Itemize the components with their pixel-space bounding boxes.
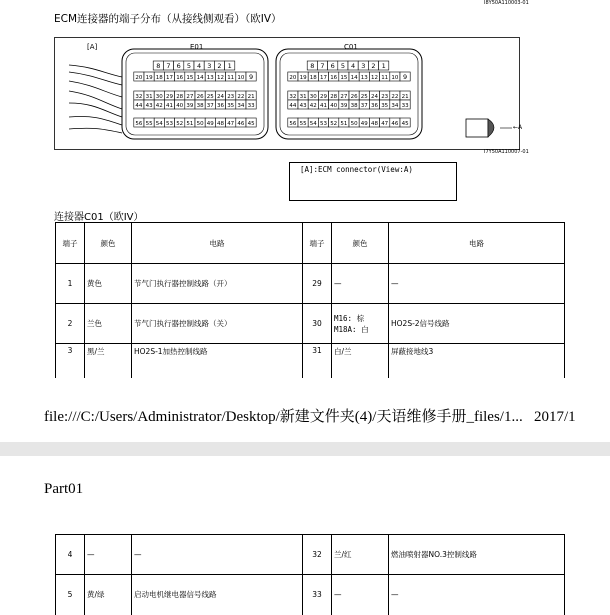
cell-color: 兰色: [85, 304, 132, 344]
header-pin: 端子: [303, 223, 332, 264]
connector-pin-number: 15: [186, 75, 194, 81]
connector-pin-number: 16: [176, 75, 184, 81]
connector-pin-number: 21: [401, 94, 409, 100]
header-color: 颜色: [85, 223, 132, 264]
cell-circuit: HO2S-2信号线路: [389, 304, 565, 344]
connector-pin-number: 4: [197, 62, 202, 70]
connector-pin-number: 26: [196, 94, 204, 100]
cell-circuit: —: [389, 264, 565, 304]
connector-pin-number: 31: [145, 94, 153, 100]
connector-pin-number: 49: [360, 121, 368, 127]
connector-pin-number: 23: [227, 94, 235, 100]
cell-color-line: M16: 棕: [334, 313, 365, 323]
connector-pin-number: 18: [309, 75, 317, 81]
connector-pin-number: 32: [289, 94, 297, 100]
page-heading: ECM连接器的端子分布（从接线侧观看）（欧IV）: [54, 13, 282, 25]
header-color: 颜色: [332, 223, 389, 264]
connector-pin-number: 3: [207, 62, 212, 70]
connector-pin-number: 9: [403, 73, 408, 81]
cell-pin: 29: [303, 264, 332, 304]
cell-circuit: 节气门执行器控制线路（关）: [132, 304, 303, 344]
connector-pin-number: 35: [227, 103, 235, 109]
connector-e01-label: E01: [190, 43, 204, 51]
connector-pin-number: 19: [145, 75, 153, 81]
connector-pin-number: 30: [155, 94, 163, 100]
cell-pin: 2: [56, 304, 85, 344]
cell-pin: 32: [303, 535, 332, 575]
connector-pin-number: 24: [217, 94, 224, 100]
connector-pin-number: 48: [371, 121, 378, 127]
connector-pin-number: 56: [135, 121, 143, 127]
cell-circuit: 节气门执行器控制线路（开）: [132, 264, 303, 304]
cell-color: —: [85, 535, 132, 575]
connector-pin-number: 25: [206, 94, 214, 100]
header-circuit: 电路: [389, 223, 565, 264]
connector-pin-number: 45: [401, 121, 409, 127]
cell-color: 兰/红: [332, 535, 389, 575]
document-id: I8Y50A110003-01: [484, 0, 529, 6]
connector-pin-number: 36: [371, 103, 378, 109]
cell-circuit: 燃油喷射器NO.3控制线路: [389, 535, 565, 575]
connector-pin-number: 25: [360, 94, 368, 100]
connector-pin-number: 43: [145, 103, 153, 109]
connector-pin-number: 52: [176, 121, 184, 127]
connector-pin-number: 37: [360, 103, 368, 109]
print-footer: [44, 405, 576, 426]
ecm-connector-diagram: [54, 37, 523, 150]
figure-caption: [A]:ECM connector(View:A): [300, 165, 413, 174]
connector-pin-number: 50: [350, 121, 358, 127]
pin-table: [55, 222, 565, 378]
connector-pin-number: 52: [330, 121, 338, 127]
connector-pin-number: 44: [289, 103, 297, 109]
cell-color: [332, 304, 389, 344]
connector-pin-number: 46: [237, 121, 245, 127]
print-date: 2017/1: [533, 409, 576, 425]
figure-label-a: [A]: [87, 43, 98, 51]
figure-id: I7Y50A110007-01: [484, 149, 529, 155]
connector-pin-number: 47: [227, 121, 235, 127]
connector-pin-number: 56: [289, 121, 297, 127]
connector-pin-number: 4: [351, 62, 356, 70]
connector-pin-number: 53: [166, 121, 173, 127]
page-separator: [0, 442, 610, 456]
connector-pin-number: 15: [340, 75, 348, 81]
pin-table-continued: [55, 534, 565, 615]
connector-pin-number: 38: [350, 103, 358, 109]
connector-pin-number: 19: [299, 75, 307, 81]
connector-pin-number: 45: [247, 121, 255, 127]
connector-pin-number: 41: [166, 103, 173, 109]
table-row: [56, 535, 565, 575]
connector-pin-number: 33: [247, 103, 255, 109]
connector-pin-number: 42: [309, 103, 317, 109]
connector-pin-number: 40: [176, 103, 184, 109]
connector-pin-number: 13: [206, 75, 214, 81]
cell-circuit: 屏蔽接地线3: [389, 344, 565, 378]
table-row: [56, 575, 565, 615]
connector-pin-number: 54: [155, 121, 163, 127]
connector-pin-number: 2: [217, 62, 222, 70]
cell-color: 黄色: [85, 264, 132, 304]
connector-pin-number: 50: [196, 121, 204, 127]
cell-color: 黄/绿: [85, 575, 132, 615]
connector-pin-number: 13: [360, 75, 368, 81]
connector-pin-number: 51: [340, 121, 348, 127]
connector-pin-number: 46: [391, 121, 399, 127]
connector-pin-number: 21: [247, 94, 255, 100]
connector-pin-number: 31: [299, 94, 307, 100]
header-pin: 端子: [56, 223, 85, 264]
connector-pin-number: 40: [330, 103, 338, 109]
connector-c01-label: C01: [344, 43, 358, 51]
connector-pin-number: 55: [299, 121, 307, 127]
part-label: Part01: [44, 481, 84, 497]
connector-pin-number: 2: [371, 62, 376, 70]
connector-pin-number: 34: [391, 103, 399, 109]
connector-pin-number: 28: [176, 94, 184, 100]
connector-pin-number: 36: [217, 103, 224, 109]
connector-pin-number: 24: [371, 94, 378, 100]
connector-pin-number: 23: [381, 94, 389, 100]
connector-pin-number: 37: [206, 103, 214, 109]
connector-pin-number: 27: [340, 94, 348, 100]
cell-color: —: [332, 264, 389, 304]
cell-color-line: M18A: 白: [334, 324, 369, 334]
cell-pin: 3: [56, 344, 85, 378]
cell-color: 白/兰: [332, 344, 389, 378]
connector-pin-number: 11: [227, 75, 235, 81]
connector-pin-number: 29: [320, 94, 327, 100]
table-row: [56, 344, 565, 378]
connector-pin-number: 44: [135, 103, 143, 109]
cell-circuit: —: [389, 575, 565, 615]
cell-pin: 4: [56, 535, 85, 575]
file-path: file:///C:/Users/Administrator/Desktop/新建文件夹(4)/天语维修手册_files/1...: [44, 409, 523, 425]
connector-pin-number: 7: [320, 62, 325, 70]
connector-pin-number: 10: [391, 75, 399, 81]
cell-circuit: HO2S-1加热控制线路: [132, 344, 303, 378]
connector-pin-number: 53: [320, 121, 327, 127]
connector-pin-number: 14: [196, 75, 204, 81]
cell-circuit: —: [132, 535, 303, 575]
connector-pin-number: 6: [330, 62, 335, 70]
connector-pin-number: 28: [330, 94, 338, 100]
connector-pin-number: 35: [381, 103, 389, 109]
connector-pin-number: 8: [156, 62, 161, 70]
connector-pin-number: 32: [135, 94, 143, 100]
connector-pin-number: 12: [217, 75, 224, 81]
connector-pin-number: 18: [155, 75, 163, 81]
connector-pin-number: 1: [381, 62, 386, 70]
connector-pin-number: 39: [186, 103, 194, 109]
cell-pin: 30: [303, 304, 332, 344]
connector-pin-number: 48: [217, 121, 224, 127]
connector-pin-number: 3: [361, 62, 366, 70]
connector-pin-number: 34: [237, 103, 245, 109]
header-circuit: 电路: [132, 223, 303, 264]
connector-pin-number: 47: [381, 121, 389, 127]
table-row: [56, 304, 565, 344]
connector-pin-number: 6: [176, 62, 181, 70]
connector-pin-number: 11: [381, 75, 389, 81]
table-header-row: [56, 223, 565, 264]
cell-pin: 31: [303, 344, 332, 378]
connector-pin-number: 9: [249, 73, 254, 81]
table-row: [56, 264, 565, 304]
connector-pin-number: 1: [227, 62, 232, 70]
connector-pin-number: 7: [166, 62, 171, 70]
connector-pin-number: 5: [340, 62, 345, 70]
connector-pin-number: 54: [309, 121, 317, 127]
connector-pin-number: 51: [186, 121, 194, 127]
connector-pin-number: 20: [289, 75, 297, 81]
connector-pin-number: 16: [330, 75, 338, 81]
cell-pin: 1: [56, 264, 85, 304]
connector-pin-number: 29: [166, 94, 173, 100]
cell-pin: 5: [56, 575, 85, 615]
connector-pin-number: 5: [186, 62, 191, 70]
connector-pin-number: 33: [401, 103, 409, 109]
connector-pin-number: 17: [166, 75, 173, 81]
connector-pin-number: 41: [320, 103, 327, 109]
connector-pin-number: 12: [371, 75, 378, 81]
connector-pin-number: 42: [155, 103, 163, 109]
connector-pin-number: 17: [320, 75, 327, 81]
connector-pin-number: 22: [391, 94, 399, 100]
connector-pin-number: 26: [350, 94, 358, 100]
view-arrow-label: ←A: [513, 124, 523, 131]
connector-pin-number: 27: [186, 94, 194, 100]
connector-pin-number: 38: [196, 103, 204, 109]
cell-pin: 33: [303, 575, 332, 615]
connector-pin-number: 55: [145, 121, 153, 127]
connector-pin-number: 30: [309, 94, 317, 100]
connector-pin-number: 8: [310, 62, 315, 70]
connector-pin-number: 39: [340, 103, 348, 109]
connector-pin-number: 43: [299, 103, 307, 109]
cell-color: 黑/兰: [85, 344, 132, 378]
connector-pin-number: 10: [237, 75, 245, 81]
connector-pin-number: 20: [135, 75, 143, 81]
cell-color: —: [332, 575, 389, 615]
connector-pin-number: 22: [237, 94, 245, 100]
connector-pin-number: 49: [206, 121, 214, 127]
table-title: 连接器C01（欧IV）: [54, 212, 144, 223]
cell-circuit: 启动电机继电器信号线路: [132, 575, 303, 615]
connector-pin-number: 14: [350, 75, 358, 81]
